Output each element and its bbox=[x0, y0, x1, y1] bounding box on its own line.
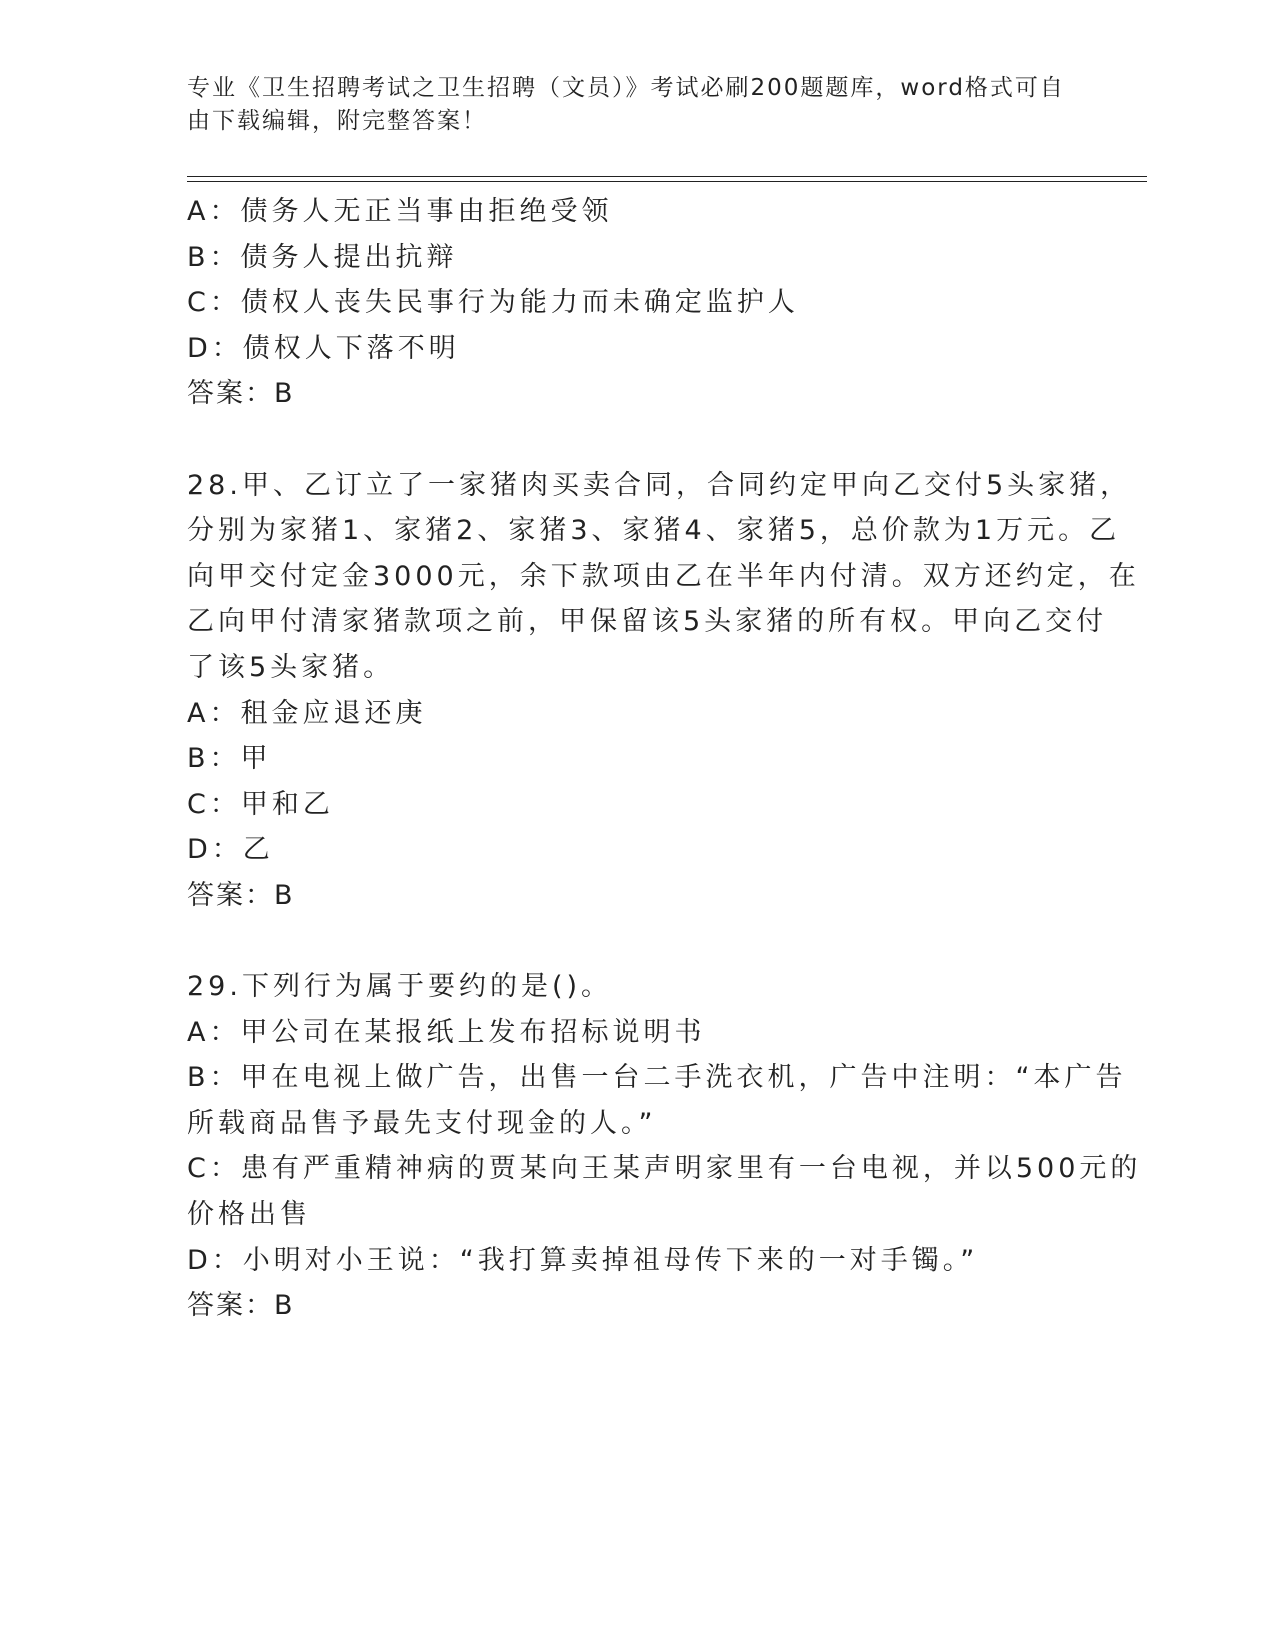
q27-answer: 答案：B bbox=[187, 378, 295, 410]
q27-option-c: C：债权人丧失民事行为能力而未确定监护人 bbox=[187, 287, 799, 319]
spacer bbox=[187, 919, 1087, 965]
spacer bbox=[187, 417, 1087, 463]
q27-option-a: A：债务人无正当事由拒绝受领 bbox=[187, 196, 613, 227]
q28-option-a: A：租金应退还庚 bbox=[187, 697, 427, 729]
q29-answer: 答案：B bbox=[187, 1290, 295, 1322]
document-header bbox=[187, 72, 1087, 138]
q28-option-c: C：甲和乙 bbox=[187, 788, 334, 820]
header-line-2: 由下载编辑，附完整答案！ bbox=[187, 108, 487, 134]
q28-stem-line: 28.甲、乙订立了一家猪肉买卖合同，合同约定甲向乙交付5头家猪， bbox=[187, 469, 1132, 501]
document-body bbox=[187, 189, 1142, 1329]
question-28 bbox=[187, 463, 1140, 919]
q28-stem-line: 了该5头家猪。 bbox=[187, 651, 395, 683]
header-line-1: 专业《卫生招聘考试之卫生招聘（文员）》考试必刷200题题库，word格式可自 bbox=[187, 75, 1065, 101]
q28-answer: 答案：B bbox=[187, 879, 295, 911]
q29-option-c-line: C：患有严重精神病的贾某向王某声明家里有一台电视，并以500元的 bbox=[187, 1153, 1142, 1185]
question-27-tail bbox=[187, 189, 1087, 417]
q29-option-b-line: 所载商品售予最先支付现金的人。” bbox=[187, 1107, 657, 1139]
q27-option-d: D：债权人下落不明 bbox=[187, 332, 460, 364]
q27-option-b: B：债务人提出抗辩 bbox=[187, 241, 458, 273]
header-divider-top bbox=[187, 176, 1147, 177]
q28-option-d: D：乙 bbox=[187, 834, 274, 866]
q29-stem: 29.下列行为属于要约的是()。 bbox=[187, 971, 613, 1003]
q28-stem-line: 分别为家猪1、家猪2、家猪3、家猪4、家猪5，总价款为1万元。乙 bbox=[187, 515, 1121, 547]
q29-option-a: A：甲公司在某报纸上发布招标说明书 bbox=[187, 1016, 706, 1048]
question-29 bbox=[187, 964, 1142, 1329]
q29-option-d: D：小明对小王说：“我打算卖掉祖母传下来的一对手镯。” bbox=[187, 1244, 979, 1276]
q28-stem-line: 向甲交付定金3000元，余下款项由乙在半年内付清。双方还约定，在 bbox=[187, 560, 1140, 592]
q28-option-b: B：甲 bbox=[187, 743, 272, 775]
q29-option-b-line: B：甲在电视上做广告，出售一台二手洗衣机，广告中注明：“本广告 bbox=[187, 1062, 1127, 1094]
q28-stem-line: 乙向甲付清家猪款项之前，甲保留该5头家猪的所有权。甲向乙交付 bbox=[187, 606, 1108, 638]
header-divider-bottom bbox=[187, 181, 1147, 182]
q29-option-c-line: 价格出售 bbox=[187, 1199, 311, 1231]
